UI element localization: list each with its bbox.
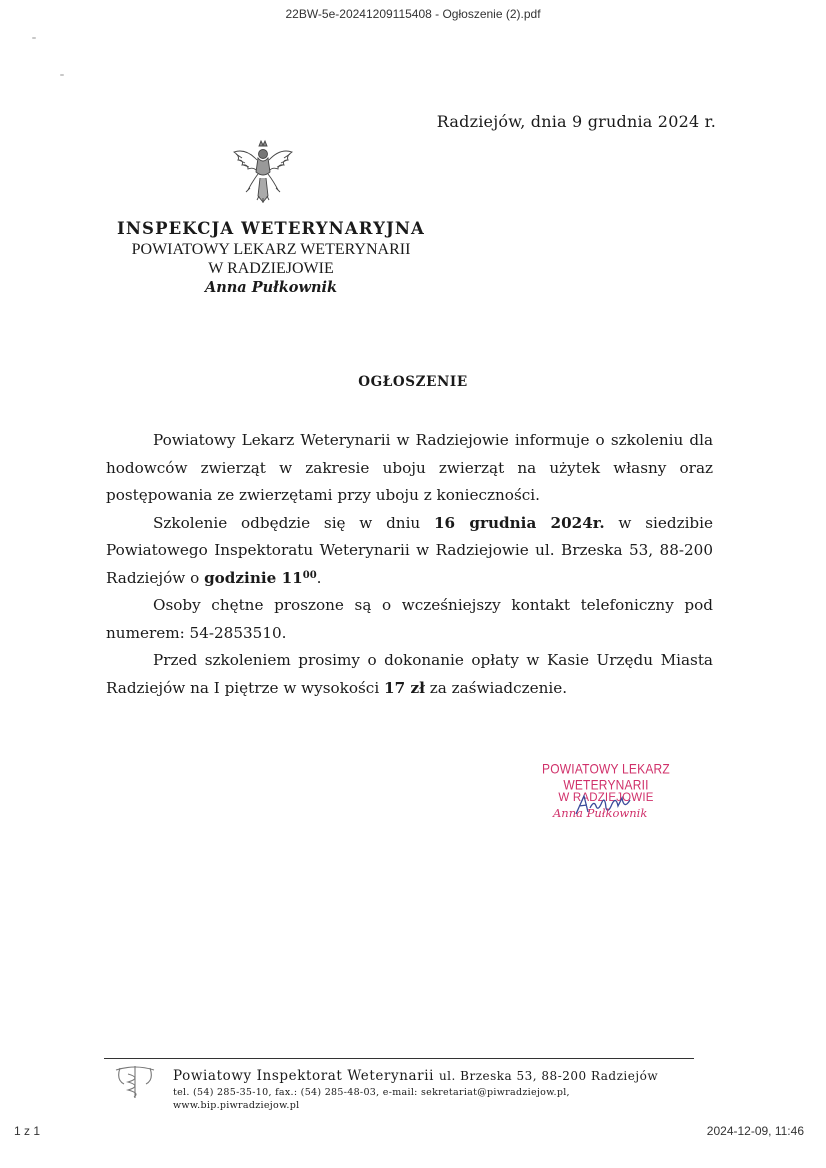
stamp-location: W RADZIEJOWIE: [558, 792, 654, 804]
issuer-block: [96, 218, 446, 298]
issuer-person: Anna Pułkownik: [204, 279, 338, 296]
footer-website: www.bip.piwradziejow.pl: [173, 1100, 300, 1111]
footer-org-name: Powiatowy Inspektorat Weterynarii: [173, 1068, 435, 1084]
training-time: [204, 569, 317, 587]
time-minutes: 00: [302, 569, 317, 581]
announcement-body: [106, 427, 713, 702]
fee-amount: 17 zł: [384, 678, 425, 697]
text-span: Szkolenie odbędzie się w dniu: [153, 513, 434, 532]
eagle-emblem-icon: [228, 138, 298, 208]
scan-speck: [32, 37, 36, 39]
scan-speck: [60, 74, 64, 76]
issuer-location: W RADZIEJOWIE: [208, 260, 334, 277]
issuer-name: INSPEKCJA WETERYNARYJNA: [117, 219, 425, 238]
text-span: w siedzibie Powiatowego Inspektoratu Weterynarii w Radziejowie ul. Brzeska 53, 88-200 Radziejów o: [106, 513, 713, 587]
text-span: godzinie 11: [204, 568, 303, 587]
caduceus-logo-icon: [110, 1062, 160, 1100]
page-counter: 1 z 1: [14, 1124, 41, 1138]
document-date: Radziejów, dnia 9 grudnia 2024 r.: [436, 112, 716, 131]
stamp-name: Anna Pułkownik: [553, 806, 648, 820]
paragraph-training-date: [106, 510, 713, 593]
paragraph-fee: [106, 647, 713, 702]
text-span: za zaświadczenie.: [424, 678, 568, 697]
training-date: 16 grudnia 2024r.: [433, 513, 605, 532]
document-title: OGŁOSZENIE: [358, 374, 468, 390]
issuer-title: POWIATOWY LEKARZ WETERYNARII: [131, 241, 411, 258]
stamp-title: POWIATOWY LEKARZ WETERYNARII: [542, 760, 670, 794]
footer-contact: [173, 1086, 570, 1112]
footer-organization: [173, 1068, 658, 1084]
paragraph-contact: Osoby chętne proszone są o wcześniejszy kontakt telefoniczny pod numerem: 54-2853510.: [106, 596, 713, 642]
print-timestamp: 2024-12-09, 11:46: [706, 1124, 804, 1138]
text-span: Przed szkoleniem prosimy o dokonanie opłaty w Kasie Urzędu Miasta Radziejów na I piętrze w wysokości: [106, 651, 713, 697]
pdf-file-header: 22BW-5e-20241209115408 - Ogłoszenie (2).pdf: [285, 7, 541, 21]
footer-address: ul. Brzeska 53, 88-200 Radziejów: [438, 1069, 659, 1083]
footer-phone-email: tel. (54) 285-35-10, fax.: (54) 285-48-03, e-mail: sekretariat@piwradziejow.pl,: [173, 1087, 570, 1098]
paragraph-training-info: Powiatowy Lekarz Weterynarii w Radziejowie informuje o szkoleniu dla hodowców zwierząt w zakresie uboju zwierząt na użytek własny oraz postępowania ze zwierzętami przy uboju z konieczności.: [106, 431, 713, 504]
text-span: .: [316, 568, 322, 587]
footer-divider: [104, 1058, 694, 1059]
